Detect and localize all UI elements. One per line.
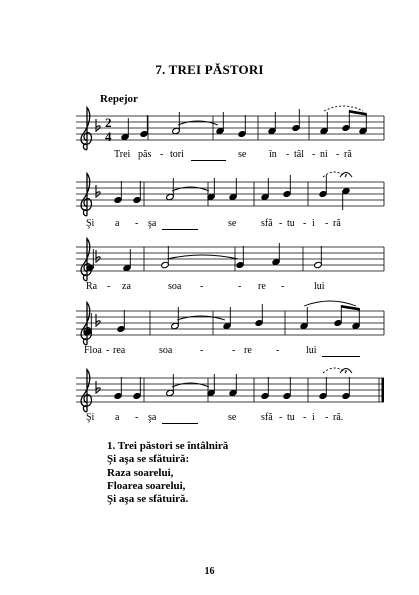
flat-icon (96, 250, 100, 262)
tie (167, 255, 238, 259)
lyric-syllable: ră (333, 218, 341, 229)
lyric-syllable: şa (148, 412, 157, 423)
lyric-syllable: Trei (114, 149, 131, 160)
lyric-syllable: ră (344, 149, 352, 160)
flat-icon (96, 381, 100, 393)
flat-icon (96, 119, 100, 131)
syllable-hyphen: - (160, 149, 164, 160)
syllable-hyphen: - (312, 149, 316, 160)
beam (341, 305, 360, 311)
verse-text (107, 440, 228, 506)
slur (323, 368, 346, 373)
verse-line-4: Floarea soarelui, (107, 479, 186, 492)
flat-icon (96, 314, 100, 326)
verse-line-3: Raza soarelui, (107, 466, 174, 479)
lyric-syllable: lui (314, 281, 325, 292)
lyric-syllable: se (228, 218, 237, 229)
syllable-hyphen: - (106, 345, 110, 356)
lyric-syllable: lui (306, 345, 317, 356)
lyric-syllable: i (312, 218, 315, 229)
lyric-syllable: tâl (294, 149, 304, 160)
syllable-hyphen: - (107, 281, 111, 292)
lyric-syllable: şa (148, 218, 157, 229)
time-signature-bottom: 4 (105, 129, 112, 144)
lyric-syllable: se (228, 412, 237, 423)
lyric-syllable: i (312, 412, 315, 423)
lyric-syllable: sfă (261, 412, 273, 423)
fermata-dot (345, 370, 347, 372)
syllable-hyphen: - (325, 412, 329, 423)
syllable-hyphen: - (279, 412, 283, 423)
lyric-syllable: ră. (333, 412, 344, 423)
syllable-hyphen: - (232, 345, 236, 356)
lyrics-line (76, 218, 386, 232)
lyric-extender-line (322, 356, 360, 357)
tempo-marking: Repejor (100, 93, 138, 105)
song-title: 7. TREI PĂSTORI (155, 62, 264, 77)
flat-icon (96, 185, 100, 197)
syllable-hyphen: - (303, 412, 307, 423)
page-number: 16 (204, 566, 215, 577)
lyric-syllable: în (269, 149, 277, 160)
lyric-syllable: tu (287, 218, 295, 229)
fermata-dot (345, 174, 347, 176)
lyrics-line (76, 412, 386, 426)
slur (324, 106, 363, 111)
treble-clef-icon (81, 108, 91, 150)
lyric-syllable: păs (138, 149, 152, 160)
final-bar-line (382, 378, 385, 402)
lyric-syllable: tu (287, 412, 295, 423)
lyric-syllable: Şi (86, 412, 95, 423)
lyric-syllable: ni (320, 149, 328, 160)
syllable-hyphen: - (135, 218, 139, 229)
syllable-hyphen: - (286, 149, 290, 160)
syllable-hyphen: - (303, 218, 307, 229)
slur (304, 301, 356, 306)
lyric-syllable: a (115, 412, 120, 423)
lyrics-line (76, 281, 386, 295)
lyric-syllable: rea (113, 345, 126, 356)
lyric-syllable: a (115, 218, 120, 229)
syllable-hyphen: - (135, 412, 139, 423)
syllable-hyphen: - (281, 281, 285, 292)
lyric-syllable: soa (159, 345, 173, 356)
lyric-syllable: re (258, 281, 266, 292)
verse-line-2: Şi aşa se sfătuiră: (107, 453, 190, 466)
lyric-syllable: tori (170, 149, 184, 160)
syllable-hyphen: - (279, 218, 283, 229)
syllable-hyphen: - (200, 281, 204, 292)
treble-clef-icon (81, 174, 91, 216)
syllable-hyphen: - (336, 149, 340, 160)
treble-clef-icon (81, 303, 91, 345)
treble-clef-icon (81, 370, 91, 412)
syllable-hyphen: - (276, 345, 280, 356)
syllable-hyphen: - (325, 218, 329, 229)
lyrics-line (76, 345, 386, 359)
lyric-syllable: Şi (86, 218, 95, 229)
lyrics-line (76, 149, 386, 163)
lyric-syllable: Ra (86, 281, 98, 292)
lyric-extender-line (191, 160, 226, 161)
lyric-syllable: soa (168, 281, 182, 292)
lyric-syllable: sfă (261, 218, 273, 229)
treble-clef-icon (81, 239, 91, 281)
lyric-syllable: za (122, 281, 131, 292)
syllable-hyphen: - (238, 281, 242, 292)
syllable-hyphen: - (200, 345, 204, 356)
lyric-syllable: se (238, 149, 247, 160)
lyric-extender-line (162, 229, 198, 230)
verse-line-1: 1. Trei păstori se întâlniră (107, 440, 229, 452)
lyric-extender-line (162, 423, 198, 424)
beam (349, 110, 367, 116)
lyric-syllable: Floa (84, 345, 102, 356)
verse-line-5: Şi aşa se sfătuiră. (107, 493, 189, 506)
lyric-syllable: re (244, 345, 252, 356)
time-signature-top: 2 (105, 115, 112, 130)
